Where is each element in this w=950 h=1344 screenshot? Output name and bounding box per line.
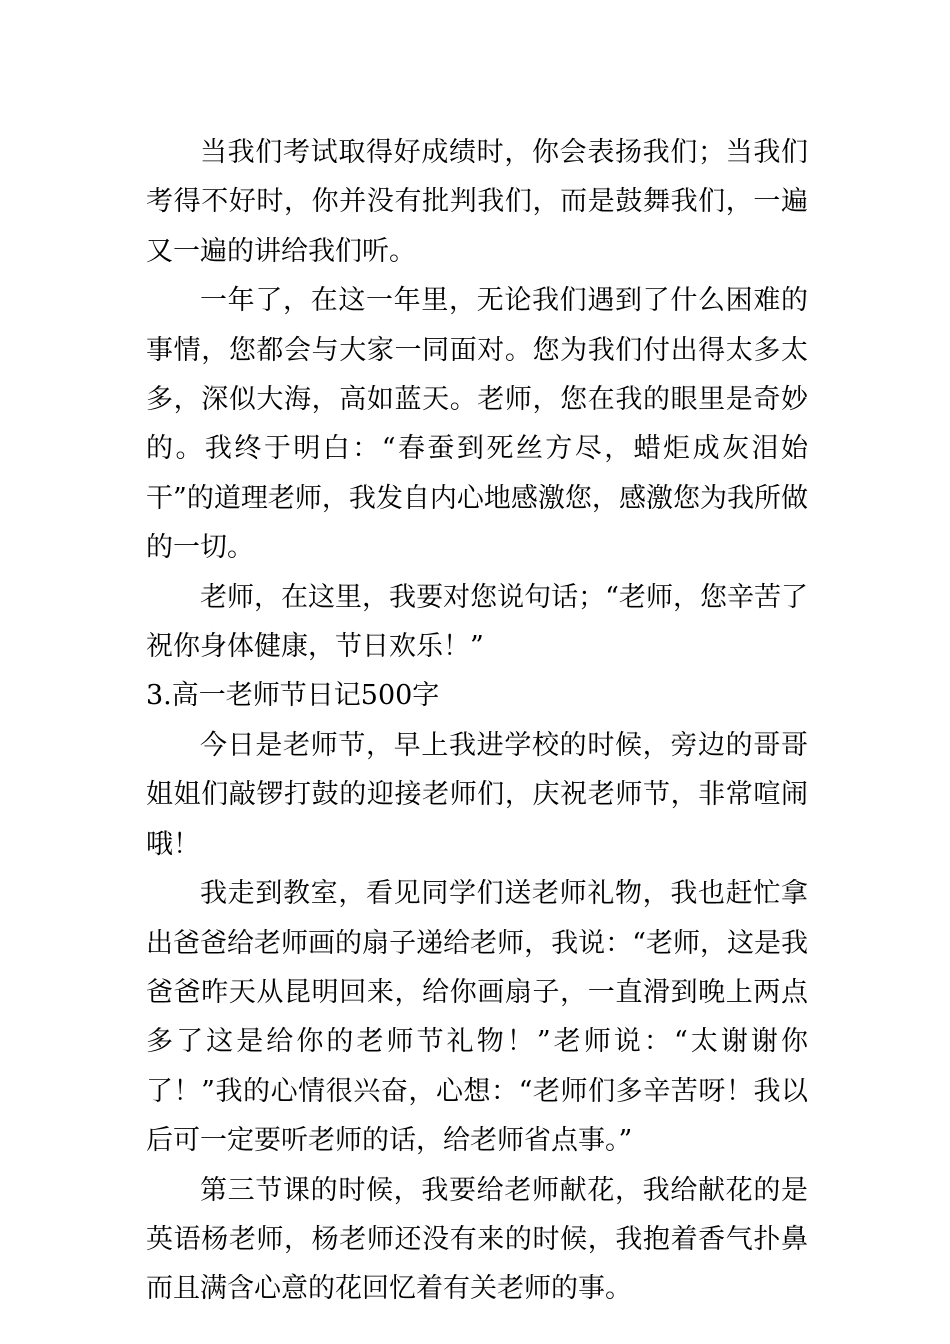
paragraph: 我走到教室，看见同学们送老师礼物，我也赶忙拿出爸爸给老师画的扇子递给老师，我说：“老师，这是我爸爸昨天从昆明回来，给你画扇子，一直滑到晚上两点多了这是给你的老师节礼物！”老师说：“太谢谢你了！”我的心情很兴奋，心想：“老师们多辛苦呀！我以后可一定要听老师的话，给老师省点事。” [146, 878, 808, 1157]
paragraph: 当我们考试取得好成绩时，你会表扬我们；当我们考得不好时，你并没有批判我们，而是鼓舞我们，一遍又一遍的讲给我们听。 [146, 137, 808, 267]
paragraph: 一年了，在这一年里，无论我们遇到了什么困难的事情，您都会与大家一同面对。您为我们付出得太多太多，深似大海，高如蓝天。老师，您在我的眼里是奇妙的。我终于明白：“春蚕到死丝方尽，蜡炬成灰泪始干”的道理老师，我发自内心地感激您，感激您为我所做的一切。 [146, 285, 808, 564]
section-heading: 3.高一老师节日记500字 [146, 680, 440, 712]
paragraph: 今日是老师节，早上我进学校的时候，旁边的哥哥姐姐们敲锣打鼓的迎接老师们，庆祝老师节，非常喧闹哦！ [146, 729, 808, 860]
paragraph: 老师，在这里，我要对您说句话；“老师，您辛苦了祝你身体健康，节日欢乐！” [146, 581, 808, 663]
paragraph: 第三节课的时候，我要给老师献花，我给献花的是英语杨老师，杨老师还没有来的时候，我抱着香气扑鼻而且满含心意的花回忆着有关老师的事。 [146, 1174, 808, 1305]
document-body [146, 128, 808, 1314]
